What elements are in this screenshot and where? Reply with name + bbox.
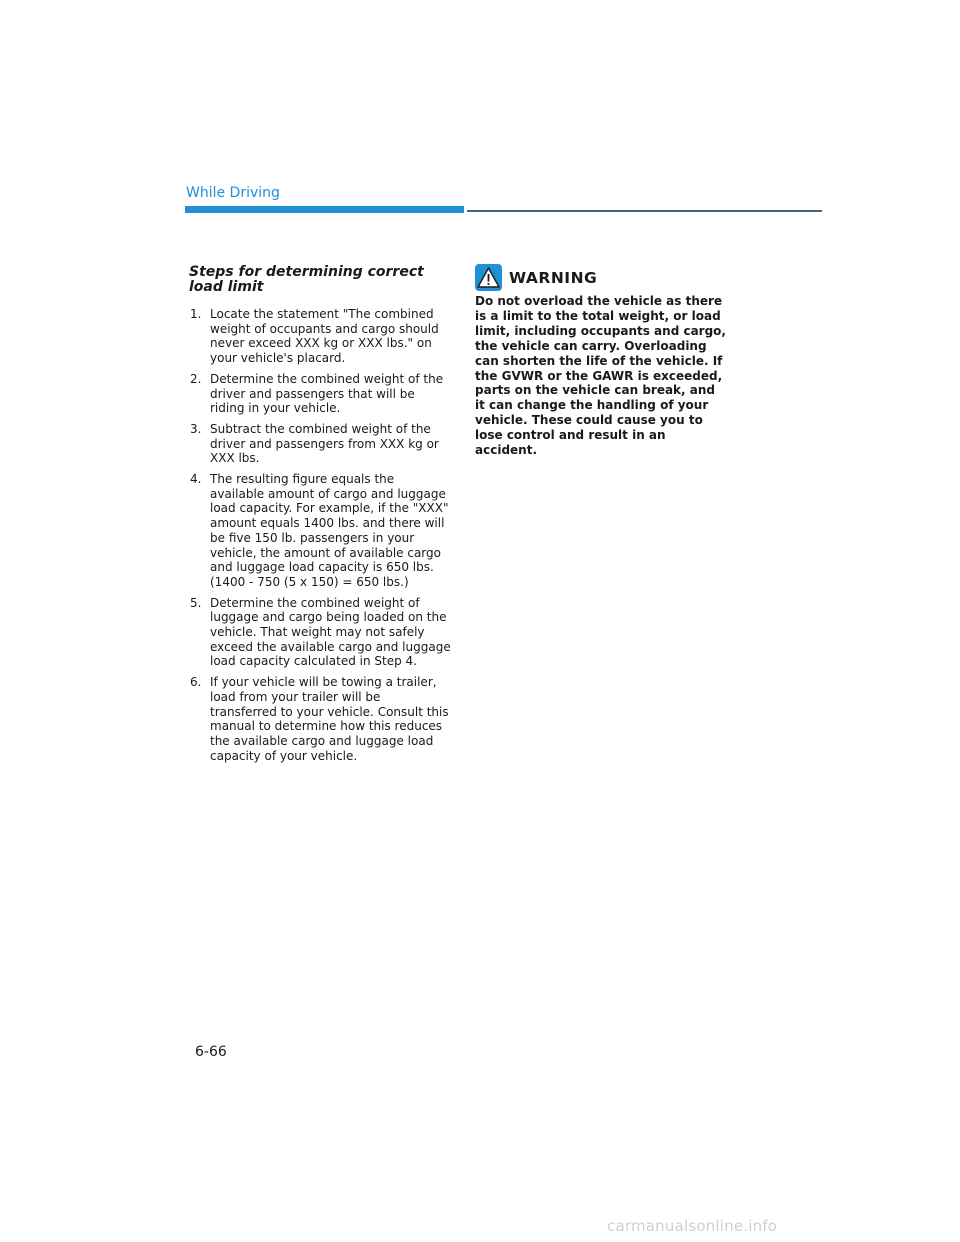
list-item (189, 422, 451, 466)
steps-heading: Steps for determining correct load limit (189, 264, 424, 295)
warning-header (475, 264, 727, 291)
steps-list (189, 307, 451, 763)
page-number: 6-66 (195, 1044, 227, 1060)
step-number: 2. (190, 371, 202, 386)
section-title: While Driving (186, 185, 280, 201)
step-number: 1. (190, 307, 202, 321)
warning-box (475, 264, 727, 458)
step-text: If your vehicle will be towing a trailer, load from your trailer will be transferred to your vehicle. Consult this manual to determine how this reduces the available cargo and luggage load capacity of your vehicle. (210, 675, 449, 763)
list-item (189, 596, 451, 670)
warning-label: WARNING (509, 268, 598, 287)
step-text: Locate the statement "The combined weight of occupants and cargo should never exceed XXX kg or XXX lbs." on your vehicle's placard. (210, 307, 439, 366)
list-item (189, 472, 451, 590)
step-text: The resulting figure equals the available amount of cargo and luggage load capacity. For example, if the "XXX" amount equals 1400 lbs. and there will be five 150 lb. passengers in your vehicle, the amount of available cargo and luggage load capacity is 650 lbs. (1400 - 750 (5 x 150) = 650 lbs.) (210, 472, 449, 589)
list-item (189, 372, 451, 416)
step-number: 5. (190, 595, 202, 610)
list-item (189, 675, 451, 763)
header-accent-bar (185, 206, 464, 213)
warning-text: Do not overload the vehicle as there is a limit to the total weight, or load limit, including occupants and cargo, the vehicle can carry. Overloading can shorten the life of the vehicle. If the GVWR or the GAWR is exceeded, parts on the vehicle can break, and it can change the handling of your vehicle. These could cause you to lose control and result in an accident. (475, 294, 726, 458)
step-text: Determine the combined weight of the driver and passengers that will be riding in your vehicle. (210, 371, 444, 416)
step-number: 3. (190, 421, 202, 436)
step-number: 4. (190, 472, 202, 487)
header-rule (467, 210, 822, 212)
step-text: Determine the combined weight of luggage and cargo being loaded on the vehicle. That weight may not safely exceed the available cargo and luggage load capacity calculated in Step 4. (210, 595, 451, 669)
watermark: carmanualsonline.info (607, 1217, 778, 1235)
list-item (189, 307, 451, 366)
step-number: 6. (190, 675, 202, 690)
step-text: Subtract the combined weight of the driver and passengers from XXX kg or XXX lbs. (210, 421, 439, 466)
left-column (189, 265, 451, 769)
warning-triangle-icon (475, 264, 502, 291)
